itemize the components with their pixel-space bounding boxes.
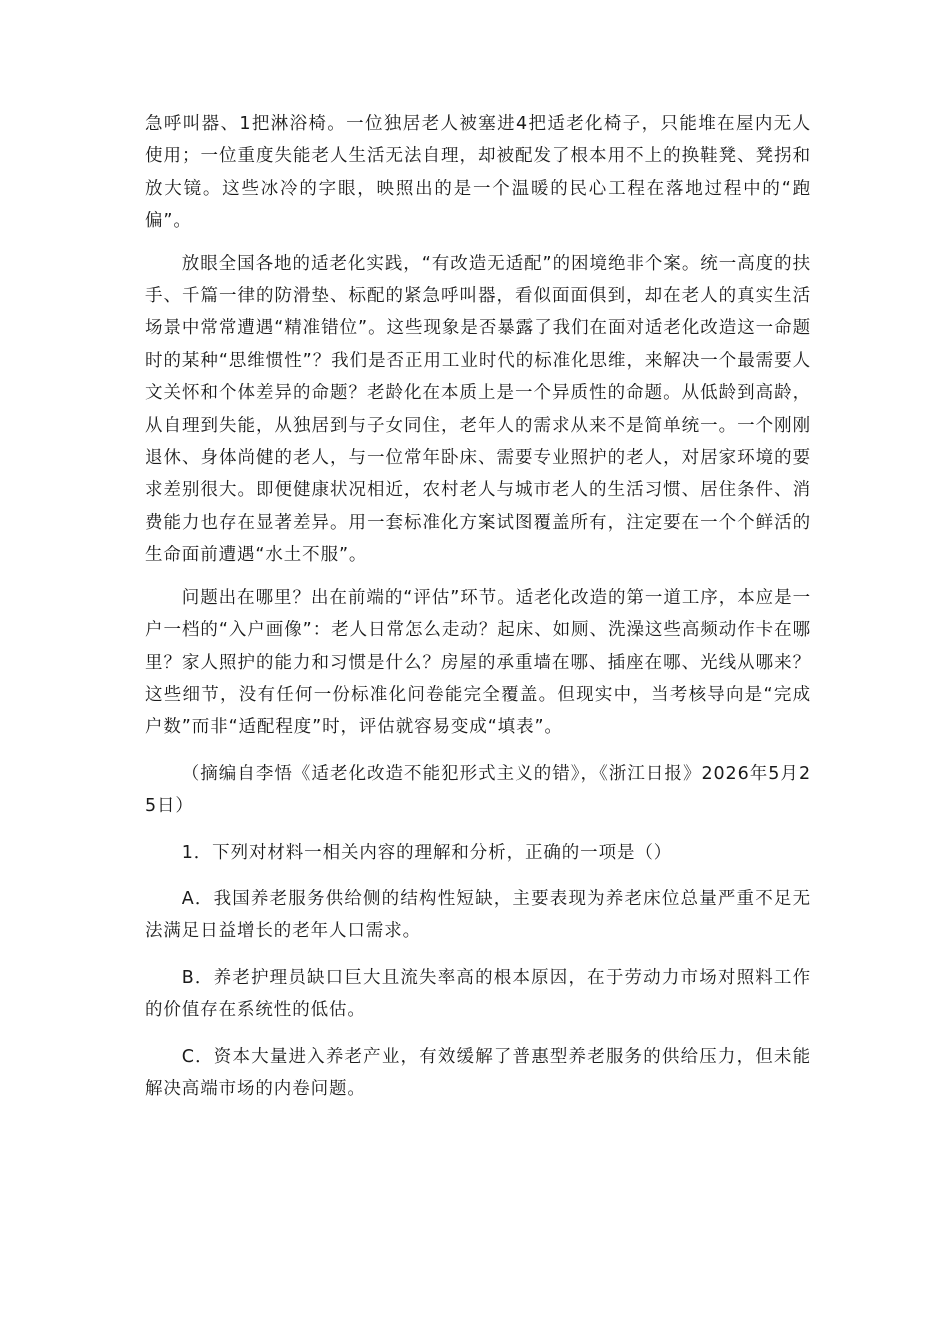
document-page — [145, 108, 811, 1105]
article-paragraph-3: 问题出在哪里？出在前端的“评估”环节。适老化改造的第一道工序，本应是一户一档的“入户画像”：老人日常怎么走动？起床、如厕、洗澡这些高频动作卡在哪里？家人照护的能力和习惯是什么？房屋的承重墙在哪、插座在哪、光线从哪来？这些细节，没有任何一份标准化问卷能完全覆盖。但现实中，当考核导向是“完成户数”而非“适配程度”时，评估就容易变成“填表”。 — [145, 587, 811, 738]
option-b: B．养老护理员缺口巨大且流失率高的根本原因，在于劳动力市场对照料工作的价值存在系统性的低估。 — [145, 967, 811, 1021]
question-stem: 1．下列对材料一相关内容的理解和分析，正确的一项是（） — [181, 842, 673, 863]
article-paragraph-2: 放眼全国各地的适老化实践，“有改造无适配”的困境绝非个案。统一高度的扶手、千篇一律的防滑垫、标配的紧急呼叫器，看似面面俱到，却在老人的真实生活场景中常常遭遇“精准错位”。这些现象是否暴露了我们在面对适老化改造这一命题时的某种“思维惯性”？我们是否正用工业时代的标准化思维，来解决一个最需要人文关怀和个体差异的命题？老龄化在本质上是一个异质性的命题。从低龄到高龄，从自理到失能，从独居到与子女同住，老年人的需求从来不是简单统一。一个刚刚退休、身体尚健的老人，与一位常年卧床、需要专业照护的老人，对居家环境的要求差别很大。即便健康状况相近，农村老人与城市老人的生活习惯、居住条件、消费能力也存在显著差异。用一套标准化方案试图覆盖所有，注定要在一个个鲜活的生命面前遭遇“水土不服”。 — [145, 253, 811, 566]
article-paragraph-1: 急呼叫器、1把淋浴椅。一位独居老人被塞进4把适老化椅子，只能堆在屋内无人使用；一位重度失能老人生活无法自理，却被配发了根本用不上的换鞋凳、凳拐和放大镜。这些冰冷的字眼，映照出的是一个温暖的民心工程在落地过程中的“跑偏”。 — [145, 114, 811, 232]
option-a: A．我国养老服务供给侧的结构性短缺，主要表现为养老床位总量严重不足无法满足日益增长的老年人口需求。 — [145, 888, 811, 942]
source-citation: （摘编自李悟《适老化改造不能犯形式主义的错》，《浙江日报》2026年5月25日） — [145, 763, 811, 817]
option-c: C．资本大量进入养老产业，有效缓解了普惠型养老服务的供给压力，但未能解决高端市场的内卷问题。 — [145, 1046, 811, 1099]
